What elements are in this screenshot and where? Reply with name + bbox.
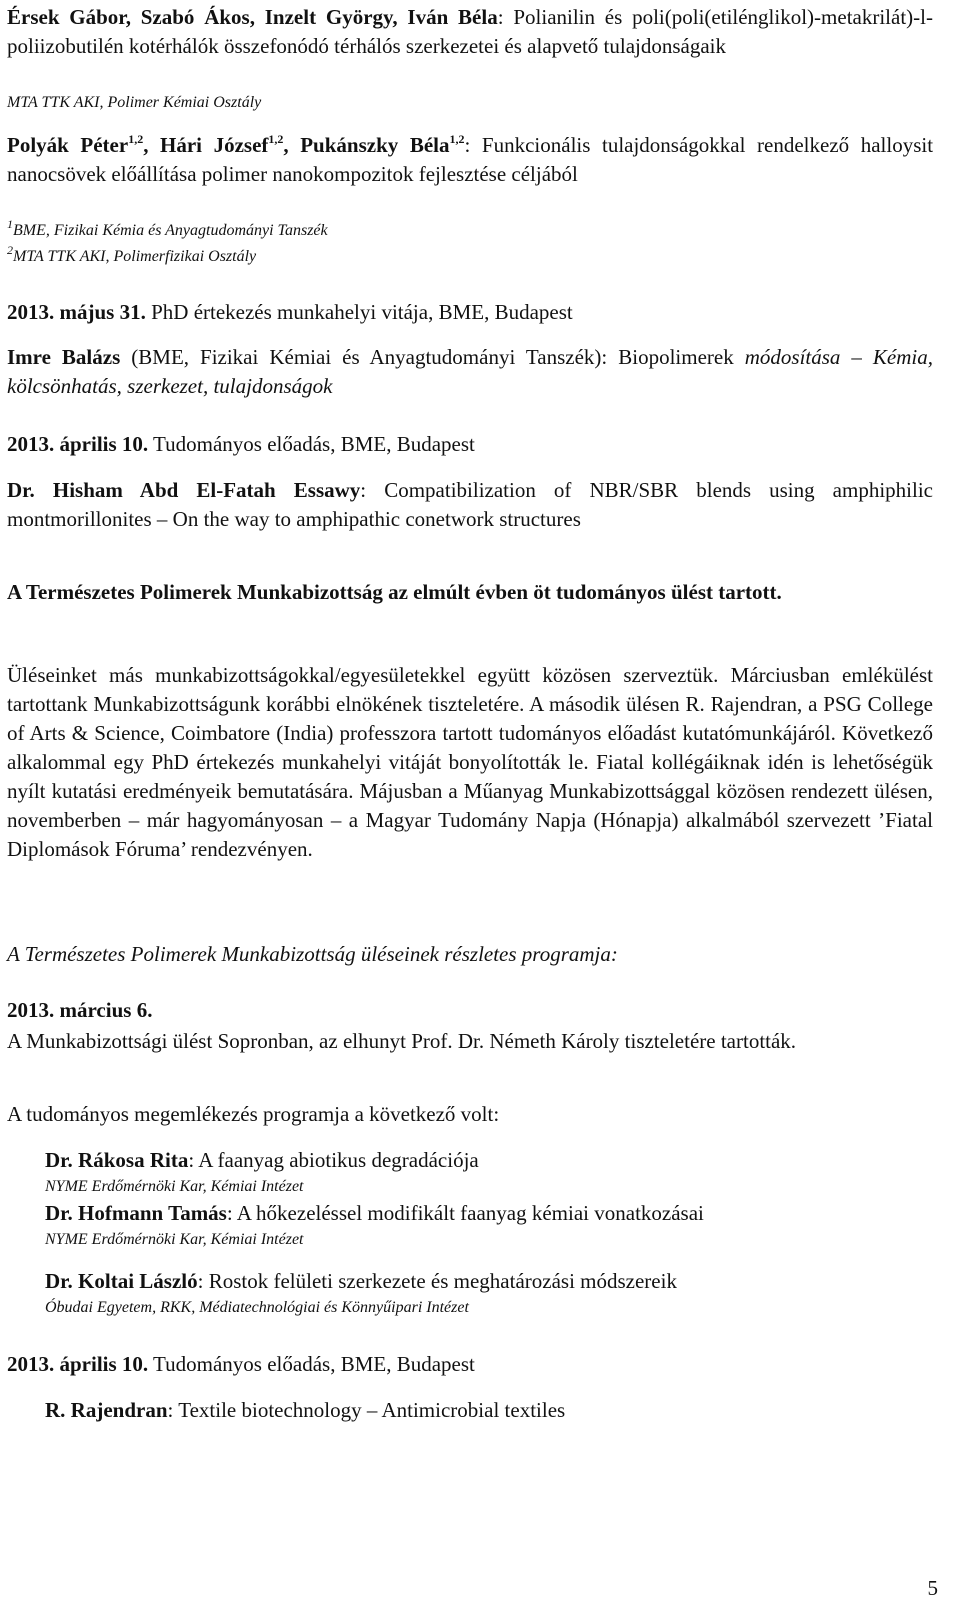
talk-separator: : bbox=[197, 1269, 209, 1293]
affiliation-text: MTA TTK AKI, Polimerfizikai Osztály bbox=[13, 248, 257, 265]
page-number: 5 bbox=[927, 1576, 938, 1600]
event-date-line bbox=[7, 298, 933, 327]
author-hari: Hári József bbox=[160, 133, 269, 157]
author-separator: , bbox=[283, 133, 301, 157]
entry-affiliation-1 bbox=[7, 218, 933, 243]
affiliation-text: BME, Fizikai Kémia és Anyagtudományi Tanszék bbox=[13, 222, 328, 239]
talk-speaker-info: (BME, Fizikai Kémiai és Anyagtudományi Tanszék): Biopolimerek bbox=[120, 345, 745, 369]
event-date: 2013. április 10. bbox=[7, 1352, 149, 1376]
talk-rakosa bbox=[45, 1146, 933, 1175]
talk-affiliation: NYME Erdőmérnöki Kar, Kémiai Intézet bbox=[45, 1178, 304, 1195]
event-date-line bbox=[7, 1350, 933, 1379]
talk-hofmann bbox=[45, 1199, 933, 1228]
entry-affiliation-2 bbox=[7, 244, 933, 269]
event-talk-imre bbox=[7, 343, 933, 401]
affiliation-superscript: 1 bbox=[7, 216, 13, 231]
talk-title: módosítása – Kémia, kölcsönhatás, szerkezet, tulajdonságok bbox=[7, 345, 933, 398]
author-pukanszky: Pukánszky Béla bbox=[300, 133, 450, 157]
summary-heading: A Természetes Polimerek Munkabizottság az elmúlt évben öt tudományos ülést tartott. bbox=[7, 580, 782, 604]
author-separator: , bbox=[143, 133, 161, 157]
talk-speaker: Dr. Koltai László bbox=[45, 1269, 198, 1293]
talk-separator: : bbox=[167, 1398, 179, 1422]
summary-paragraph: Üléseinket más munkabizottságokkal/egyesületekkel együtt közösen szerveztük. Márciusban emlékülést tartottank Munkabizottságunk korábbi elnökének tiszteletére. A második ülésen R. Rajendran, a PSG College of Arts & Science, Coimbatore (India) professzora tartott tudományos előadást kutatómunkájáról. Következő alkalommal egy PhD értekezés munkahelyi vitáját bonyolították le. Fiatal kollégáiknak idén is lehetőségük nyílt kutatási eredményeik bemutatására. Májusban a Műanyag Munkabizottsággal közösen rendezett ülésen, novemberben – már hagyományosan – a Magyar Tudomány Napja (Hónapja) alkalmából szervezett ’Fiatal Diplomások Fóruma’ rendezvényen. bbox=[7, 663, 933, 861]
talk-separator: : bbox=[360, 478, 385, 502]
author-polyak: Polyák Péter bbox=[7, 133, 129, 157]
entry-separator: : bbox=[497, 5, 514, 29]
talk-title: Textile biotechnology – Antimicrobial textiles bbox=[178, 1398, 566, 1422]
event-description: Tudományos előadás, BME, Budapest bbox=[148, 1352, 475, 1376]
event-description: PhD értekezés munkahelyi vitája, BME, Budapest bbox=[145, 300, 573, 324]
event-date: 2013. március 6. bbox=[7, 998, 153, 1022]
talk-title: A faanyag abiotikus degradációja bbox=[198, 1148, 479, 1172]
author-superscript: 1,2 bbox=[128, 132, 144, 146]
author-superscript: 1,2 bbox=[268, 132, 284, 146]
talk-title: Compatibilization of NBR/SBR blends using amphiphilic montmorillonites – On the way to amphipathic conetwork structures bbox=[7, 478, 934, 531]
talk-speaker: Dr. Rákosa Rita bbox=[45, 1148, 189, 1172]
event-date: 2013. április 10. bbox=[7, 432, 149, 456]
talk-koltai bbox=[45, 1267, 933, 1296]
entry-affiliation: MTA TTK AKI, Polimer Kémiai Osztály bbox=[7, 94, 262, 111]
entry-title: Funkcionális tulajdonságokkal rendelkező halloysit nanocsövek előállítása polimer nanokompozitok fejlesztése céljából bbox=[7, 133, 934, 186]
event-talk-essawy bbox=[7, 476, 933, 534]
talk-speaker: Dr. Hofmann Tamás bbox=[45, 1201, 227, 1225]
entry-title: Polianilin és poli(poli(etilénglikol)-metakrilát)-l-poliizobutilén kotérhálók összefonódó térhálós szerkezetei és alapvető tulajdonságaik bbox=[7, 5, 933, 58]
entry-polyak bbox=[7, 131, 933, 189]
entry-separator: : bbox=[464, 133, 482, 157]
talk-speaker: R. Rajendran bbox=[45, 1398, 168, 1422]
talk-separator: : bbox=[226, 1201, 237, 1225]
entry-authors: Érsek Gábor, Szabó Ákos, Inzelt György, Iván Béla bbox=[7, 5, 498, 29]
event-date: 2013. május 31. bbox=[7, 300, 146, 324]
program-intro: A tudományos megemlékezés programja a következő volt: bbox=[7, 1102, 500, 1126]
talk-title: A hőkezeléssel modifikált faanyag kémiai vonatkozásai bbox=[236, 1201, 704, 1225]
event-text: A Munkabizottsági ülést Sopronban, az elhunyt Prof. Dr. Németh Károly tiszteletére tartották. bbox=[7, 1029, 797, 1053]
program-heading: A Természetes Polimerek Munkabizottság üléseinek részletes programja: bbox=[7, 942, 618, 966]
talk-title: Rostok felületi szerkezete és meghatározási módszereik bbox=[208, 1269, 677, 1293]
talk-speaker: Dr. Hisham Abd El-Fatah Essawy bbox=[7, 478, 361, 502]
event-date-line bbox=[7, 430, 933, 459]
author-superscript: 1,2 bbox=[449, 132, 465, 146]
talk-affiliation: Óbudai Egyetem, RKK, Médiatechnológiai és Könnyűipari Intézet bbox=[45, 1299, 469, 1316]
talk-affiliation: NYME Erdőmérnöki Kar, Kémiai Intézet bbox=[45, 1231, 304, 1248]
talk-separator: : bbox=[188, 1148, 199, 1172]
affiliation-superscript: 2 bbox=[7, 242, 13, 257]
entry-ersek bbox=[7, 3, 933, 61]
event-description: Tudományos előadás, BME, Budapest bbox=[148, 432, 475, 456]
talk-speaker: Imre Balázs bbox=[7, 345, 121, 369]
talk-rajendran bbox=[45, 1396, 933, 1425]
